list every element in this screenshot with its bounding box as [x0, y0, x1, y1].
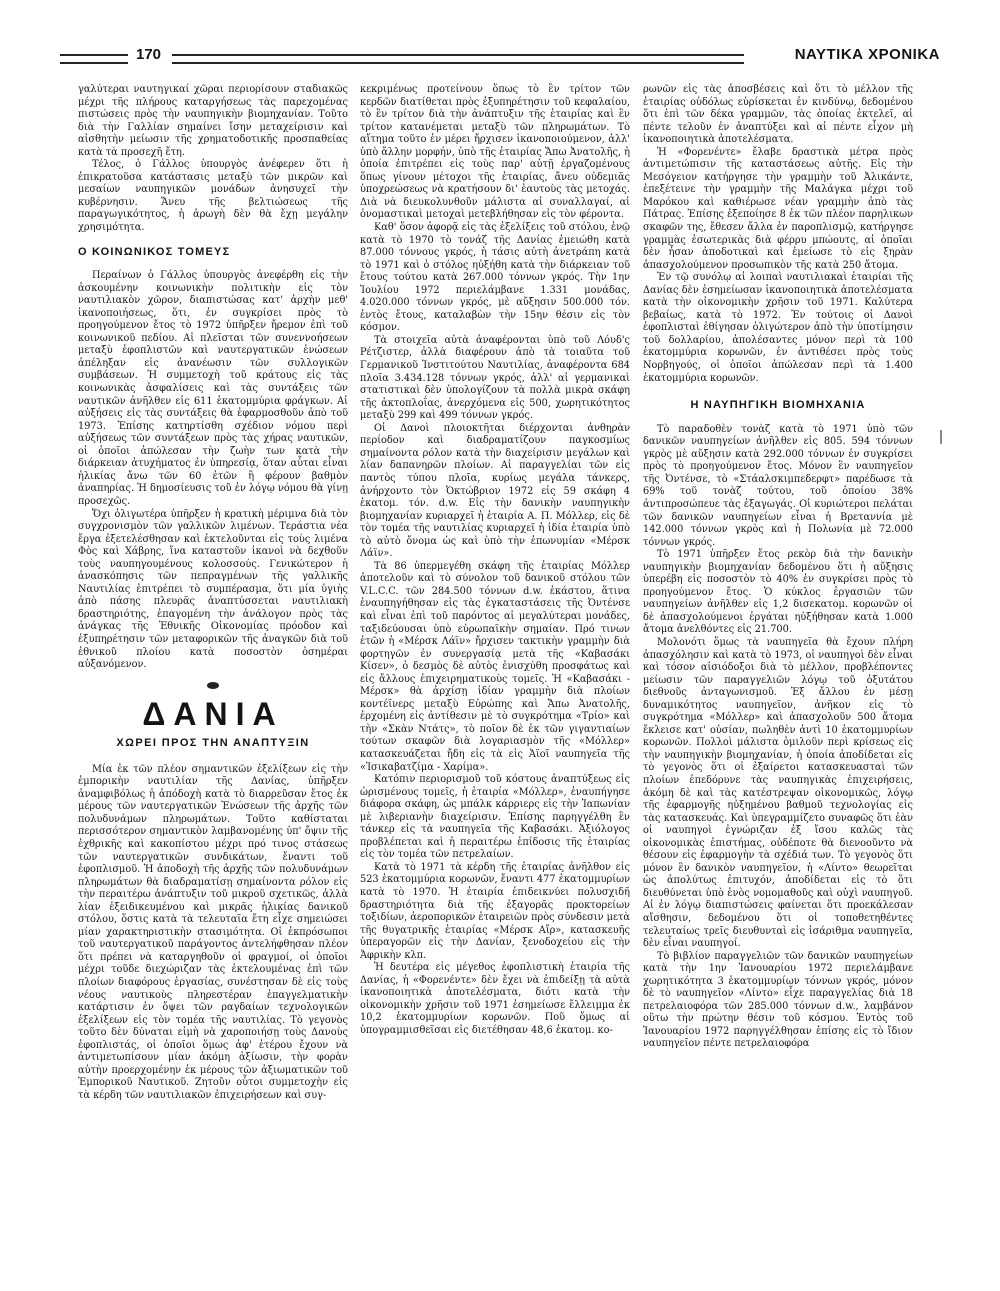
paragraph: Τὸ 1971 ὑπῆρξεν ἔτος ρεκὸρ διὰ τὴν δανικὴν ναυπηγικὴν βιομηχανίαν δεδομένου ὅτι ἡ αὔξησις ὑπερέβη εἰς ποσοστὸν τὸ 40% ἐν συγκρίσει πρὸς τὸ προηγούμενον ἔτος. Ὁ κύκλος ἐργασιῶν τῶν ναυπηγείων ἀνῆλθεν εἰς 1,2 δισεκατομ. κορωνῶν οἱ δὲ ἀπασχολούμενοι ἐργάται ηὐξήθησαν κατὰ 1.000 ἄτομα ἀνελθόντες εἰς 21.700.: [643, 549, 913, 636]
article-title: ΔΑΝΙΑ: [142, 696, 284, 733]
paragraph: Οἱ Δανοὶ πλοιοκτῆται διέρχονται ἀνθηρὰν περίοδον καὶ διαδραματίζουν παγκοσμίως σημαίνοντα ρόλον κατὰ τὴν διαχείρισιν μεγάλων καὶ λίαν δαπανηρῶν πλοίων. Αἱ παραγγελίαι τῶν εἰς παντὸς τύπου πλοῖα, κυρίως μεγάλα τάνκερς, ἀνήρχοντο τὸν Ὀκτώβριον 1972 εἰς 59 σκάφη 4 ἑκατομ. τόν. d.w. Εἰς τὴν δανικὴν ναυπηγικὴν βιομηχανίαν κυριαρχεῖ ἡ ἑταιρία Α. Π. Μόλλερ, εἰς δὲ τὸν τομέα τῆς ναυτιλίας κυριαρχεῖ ἡ ἰδία ἑταιρία ὑπὸ τὸ αὐτὸ ὄνομα ὡς καὶ ὑπὸ τὴν ἐπωνυμίαν «Μέρσκ Λάϊν».: [360, 422, 630, 560]
paragraph: Τὰ 86 ὑπερμεγέθη σκάφη τῆς ἑταιρίας Μόλλερ ἀποτελοῦν καὶ τὸ σύνολον τοῦ δανικοῦ στόλου τῶν V.L.C.C. τῶν 284.500 τόννων d.w. ἑκάστου, ἅτινα ἐναυπηγήθησαν εἰς τὰς ἐγκαταστάσεις τῆς Ὀντένσε καὶ εἶναι ἐπὶ τοῦ παρόντος αἱ μεγαλύτεραι μονάδες, ταξιδεύουσαι ὑπὸ εὐρωπαϊκὴν σημαίαν. Πρό τινων ἐτῶν ἡ «Μέρσκ Λάϊν» ἤρχισεν τακτικὴν γραμμὴν διὰ φορτηγῶν ἐν συνεργασίᾳ μετὰ τῆς «Καβασάκι Κίσεν», ὁ δεσμὸς δὲ αὐτὸς ἐνισχύθη προσφάτως καὶ εἰς ἄλλους ἐπιχειρηματικοὺς τομεῖς. Ἡ «Καβασάκι - Μέρσκ» θὰ ἀρχίσῃ ἰδίαν γραμμὴν διὰ πλοίων κοντέϊνερς μεταξὺ Εὐρώπης καὶ Ἄπω Ἀνατολῆς, ἐρχομένη εἰς ἀντίθεσιν μὲ τὸ συγκρότημα «Τρίο» καὶ τὴν «Σκὰν Ντάτς», τὸ ποῖον δὲ ἐκ τῶν γιγαντιαίων τούτων σκαφῶν διὰ λογαριασμὸν τῆς «Μόλλερ» κατασκευάζεται ἤδη εἰς τὰ εἰς Ἀϊοῖ ναυπηγεῖα τῆς «Ἰσικαβατζίμα - Χαρίμα».: [360, 560, 630, 773]
bullet-dot-icon: [207, 682, 219, 689]
section-heading-social: Ο ΚΟΙΝΩΝΙΚΟΣ ΤΟΜΕΥΣ: [78, 245, 231, 258]
paragraph: Ἐν τῷ συνόλῳ αἱ λοιπαὶ ναυτιλιακαὶ ἑταιρίαι τῆς Δανίας δὲν ἐσημείωσαν ἱκανοποιητικὰ ἀποτελέσματα κατὰ τὴν οἰκονομικὴν χρῆσιν τοῦ 1971. Καλύτερα βεβαίως, κατὰ τὸ 1972. Ἐν τούτοις οἱ Δανοὶ ἐφοπλισταὶ ἐθίγησαν ὀλιγώτερον ἀπὸ τὴν ὑποτίμησιν τοῦ δολλαρίου, ἀπολέσαντες μόνον περὶ τὰ 100 ἑκατομμύρια κορωνῶν, ἐν ἀντιθέσει πρὸς τοὺς Νορβηγούς, οἱ ὁποῖοι ἀπώλεσαν περὶ τὰ 1.400 ἑκατομμύρια κορωνῶν.: [643, 272, 913, 384]
paragraph: Κατόπιν περιορισμοῦ τοῦ κόστους ἀναπτύξεως εἰς ὡρισμένους τομεῖς, ἡ ἑταιρία «Μόλλερ», ἐναυπήγησε διάφορα σκάφη, ὡς μπάλκ κάρριερς εἰς τὴν Ἰαπωνίαν μὲ λιβεριανὴν διαχείρισιν. Ἐπίσης παρηγγέλθη ἓν τάνκερ εἰς τὰ ναυπηγεῖα τῆς Καβασάκι. Ἀξιόλογος προβλέπεται καὶ ἡ περαιτέρω ἐπίδοσις τῆς ἑταιρίας εἰς τὸν τομέα τῶν πετρελαίων.: [360, 774, 630, 861]
column-left: [78, 84, 348, 1102]
paragraph: Περαίνων ὁ Γάλλος ὑπουργὸς ἀνεφέρθη εἰς τὴν ἀσκουμένην κοινωνικὴν πολιτικὴν εἰς τὸν ναυτιλιακὸν χῶρον, διαπιστώσας κατ' ἀρχὴν μεθ' ἱκανοποιήσεως, ὅτι, ἐν συγκρίσει πρὸς τὸ προηγούμενον ἔτος τὸ 1972 ὑπῆρξεν ἤρεμον ἐπὶ τοῦ κοινωνικοῦ πεδίου. Αἱ πλεῖσται τῶν συνεννοήσεων μεταξὺ ἐφοπλιστῶν καὶ ναυτεργατικῶν ἑνώσεων ἀπέληξαν εἰς ἀνανέωσιν τῶν συλλογικῶν συμβάσεων. Ἡ συμμετοχὴ τοῦ κράτους εἰς τὰς κοινωνικὰς ἀσφαλίσεις καὶ τὰς συντάξεις τῶν ναυτικῶν ἀνῆλθεν εἰς 611 ἑκατομμύρια φράγκων. Αἱ αὐξήσεις εἰς τὰς συντάξεις θὰ ἐφαρμοσθοῦν ἀπὸ τοῦ 1973. Ἐπίσης κατηρτίσθη σχέδιον νόμου περὶ αὐξήσεως τῶν συντάξεων πρὸς τὰς χήρας ναυτικῶν, οἱ ὁποῖοι ἀπώλεσαν τὴν ζωὴν των κατὰ τὴν διάρκειαν ἀτυχήματος ἐν ὑπηρεσίᾳ, ὅταν αὗται εἶναι ἡλικίας ἄνω τῶν 60 ἐτῶν ἢ φέρουν βαθμὸν ἀναπηρίας. Ἡ δημοσίευσις τοῦ ἐν λόγῳ νόμου θὰ γίνῃ προσεχῶς.: [78, 270, 348, 507]
journal-title: ΝΑΥΤΙΚΑ ΧΡΟΝΙΚΑ: [794, 46, 940, 63]
paragraph: Κατὰ τὸ 1971 τὰ κέρδη τῆς ἑταιρίας ἀνῆλθον εἰς 523 ἑκατομμύρια κορωνῶν, ἔναντι 477 ἑκατομμυρίων κατὰ τὸ 1970. Ἡ ἑταιρία ἐπιδεικνύει πολυσχιδῆ δραστηριότητα διὰ τῆς ἐξαγορᾶς προκτορείων τοξιδίων, ἀεροπορικῶν ἑταιρειῶν πρὸς σύνδεσιν μετὰ τῆς θυγατρικῆς ἑταιρίας «Μέρσκ Αἴρ», κατασκευῆς ὑπεραγορῶν εἰς τὴν Δανίαν, ξενοδοχείου εἰς τὴν Ἀφρικὴν κλπ.: [360, 861, 630, 961]
article-subtitle: ΧΩΡΕΙ ΠΡΟΣ ΤΗΝ ΑΝΑΠΤΥΞΙΝ: [116, 737, 310, 750]
header-rule-left: [60, 54, 128, 64]
paragraph: Ἡ «Φορενέντε» ἔλαβε δραστικὰ μέτρα πρὸς ἀντιμετώπισιν τῆς καταστάσεως αὐτῆς. Εἰς τὴν Μεσόγειον κατήργησε τὴν γραμμὴν τοῦ Ἀλικάντε, ἐπεξέτεινε τὴν γραμμὴν τῆς Μαλάγκα μέχρι τοῦ Μαρόκου καὶ καθιέρωσε νέαν γραμμὴν ἀπὸ τὰς Πάτρας. Ἐπίσης ἐξεποίησε 8 ἐκ τῶν πλέον παρηλικων σκαφῶν της, ἔθεσεν ἄλλα ἐν παροπλισμῷ, κατήργησε γραμμὰς ἐσωτερικὰς διὰ φέρρυ μπώουτς, αἱ ὁποῖαι δὲν ἦσαν ἀποδοτικαὶ καὶ ἐμείωσε τὸ εἰς ξηρὰν ἀπασχολούμενον προσωπικὸν τῆς κατὰ 250 ἄτομα.: [643, 146, 913, 271]
article-title-block: [78, 682, 348, 734]
paragraph: Μολονότι ὅμως τὰ ναυπηγεῖα θὰ ἔχουν πλήρη ἀπασχόλησιν καὶ κατὰ τὸ 1973, οἱ ναυπηγοὶ δὲν εἶναι καὶ τόσον αἰσιόδοξοι διὰ τὸ μέλλον, προβλέποντες μείωσιν τῶν παραγγελιῶν λόγῳ τοῦ ὀξυτάτου διεθνοῦς ἀνταγωνισμοῦ. Ἐξ ἄλλου ἐν μέσῃ δυναμικότητος ναυπηγεῖον, ἀνῆκον εἰς τὸ συγκρότημα «Μόλλερ» καὶ ἀπασχολοῦν 500 ἄτομα ἔκλεισε κατ' οὐσίαν, πωληθὲν ἀντὶ 10 ἑκατομμυρίων κορωνῶν. Πολλοὶ μάλιστα ὁμιλοῦν περὶ κρίσεως εἰς τὴν ναυπηγικὴν βιομηχανίαν, ἡ ὁποία ἀποδίδεται εἰς τὸ γεγονὸς ὅτι οἱ ἐξαίρετοι κατασκευασταὶ τῶν πλοίων ἐπεδόρυνε τὰς ναυπηγικὰς ἐπιχειρήσεις, ἀκόμη δὲ καὶ τὰς κατέστρεψαν οἰκονομικῶς, λόγῳ τῆς ἐφαρμογῆς ηὐξημένου βαθμοῦ τεχνολογίας εἰς τὰς κατασκευάς. Καὶ ὑπεγραμμίζετο συναφῶς ὅτι ἐὰν οἱ ναυπηγοὶ ἐγνώριζαν ἐξ ἴσου καλῶς τὰς οἰκονομικὰς ἐπιστήμας, οὐδέποτε θὰ διενοοῦντο νὰ θέσουν εἰς ἐφαρμογὴν τὰ σχέδιά των. Τὸ γεγονὸς ὅτι μόνον ἓν δανικὸν ναυπηγεῖον, ἡ «Λίντο» θεωρεῖται ὡς ἀπολύτως ἐπιτυχόν, ἀποδίδεται εἰς τὸ ὅτι διευθύνεται ὑπὸ ἑνὸς νομομαθοῦς καὶ οὐχὶ ναυπηγοῦ. Αἱ ἐν λόγῳ διαπιστώσεις φαίνεται ὅτι προεκάλεσαν αἴσθησιν, δεδομένου ὅτι οἱ τοποθετηθέντες τελευταίως τρεῖς διευθυνταὶ εἰς ἰσάριθμα ναυπηγεῖα, δὲν εἶναι ναυπηγοί.: [643, 636, 913, 950]
paragraph: κεκριμένως προτείνουν ὅπως τὸ ἓν τρίτον τῶν κερδῶν διατίθεται πρὸς ἐξυπηρέτησιν τοῦ κεφαλαίου, τὸ ἓν τρίτον διὰ τὴν ἀνάπτυξιν τῆς ἑταιρίας καὶ ἓν τρίτον κατανέμεται μεταξὺ τῶν πληρωμάτων. Τὸ αἴτημα τοῦτο ἐν μέρει ἤρχισεν ἱκανοποιούμενον, ἀλλ' ὑπὸ ἄλλην μορφήν, ὑπὸ τῆς ἑταιρίας Ἄπω Ἀνατολῆς, ἡ ὁποία ἐπιτρέπει εἰς τοὺς παρ' αὐτῇ ἐργαζομένους ὅπως γίνουν μέτοχοι τῆς ἑταιρίας, ἄνευ οὐδεμιᾶς ὑποχρεώσεως νὰ κρατήσουν δι' ἑαυτοὺς τὰς μετοχάς. Διὰ νὰ διευκολυνθοῦν μάλιστα αἱ συναλλαγαί, αἱ ὀνομαστικαὶ μετοχαὶ μετεβλήθησαν εἰς τὸν φέροντα.: [360, 84, 630, 221]
paragraph: Ἡ δευτέρα εἰς μέγεθος ἐφοπλιστικὴ ἑταιρία τῆς Δανίας, ἡ «Φορενέντε» δὲν ἔχει νὰ ἐπιδείξῃ τὰ αὐτὰ ἱκανοποιητικὰ ἀποτελέσματα, διότι κατὰ τὴν οἰκονομικὴν χρῆσιν τοῦ 1971 ἐσημείωσε ἔλλειμμα ἐκ 10,2 ἑκατομμυρίων κορωνῶν. Ποῦ ὅμως αἱ ὑπογραμμισθεῖσαι εἰς διετέθησαν 48,6 ἑκατομ. κο-: [360, 962, 630, 1037]
paragraph: Τὸ βιβλίον παραγγελιῶν τῶν δανικῶν ναυπηγείων κατὰ τὴν 1ην Ἰανουαρίου 1972 περιελάμβανε χωρητικότητα 3 ἑκατομμυρίων τόννων γκρός, μόνον δὲ τὸ ναυπηγεῖον «Λίντο» εἶχε παραγγελίας διὰ 18 πετρελαιοφόρα τῶν 285.000 τόννων d.w., λαμβάνον οὕτω τὴν πρώτην θέσιν τοῦ κόσμου. Ἐντὸς τοῦ Ἰανουαρίου 1972 παρηγγέλθησαν ἐπίσης εἰς τὸ ἴδιον ναυπηγεῖον πέντε πετρελαιοφόρα: [643, 950, 913, 1050]
column-middle: [360, 84, 630, 1038]
paragraph: Τὰ στοιχεῖα αὐτὰ ἀναφέρονται ὑπὸ τοῦ Λόυδ'ς Ρέτζιστερ, ἀλλὰ διαφέρουν ἀπὸ τὰ τοιαῦτα τοῦ Γερμανικοῦ Ἰνστιτούτου Ναυτιλίας, ἀναφέροντα 684 πλοῖα 3.434.128 τόννων γκρός, ἀλλ' αἱ γερμανικαὶ στατιστικαὶ δὲν ὑπολογίζουν τὰ πολλὰ μικρὰ σκάφη τῆς ἀκτοπλοΐας, ἀνερχόμενα εἰς 500, χωρητικότητος μεταξὺ 299 καὶ 499 τόννων γκρός.: [360, 334, 630, 422]
page-header: [60, 46, 940, 74]
header-rule-middle: [172, 54, 744, 64]
paragraph: Τὸ παραδοθὲν τονὰζ κατὰ τὸ 1971 ὑπὸ τῶν δανικῶν ναυπηγείων ἀνῆλθεν εἰς 805. 594 τόννων γκρὸς μὲ αὔξησιν κατὰ 292.000 τόννων ἐν συγκρίσει πρὸς τὸ προηγούμενον ἔτος. Μόνον ἓν ναυπηγεῖον τῆς Ὀντένσε, τὸ «Στάαλσκιμπεδερφτ» παρέδωσε τὰ 69% τοῦ τονὰζ τούτου, τοῦ ὁποίου 38% ἀντιπροσώπευε τὰς ἐξαγωγάς. Οἱ κυριώτεροι πελάται τῶν δανικῶν ναυπηγείων εἶναι ἡ Βρεταννία μὲ 142.000 τόννων γκρὸς καὶ ἡ Πολωνία μὲ 72.000 τόννων γκρός.: [643, 423, 913, 548]
paragraph: Μία ἐκ τῶν πλέον σημαντικῶν ἐξελίξεων εἰς τὴν ἐμπορικὴν ναυτιλίαν τῆς Δανίας, ὑπῆρξεν ἀναμφιβόλως ἡ ἀπόδοχὴ κατὰ τὸ διαρρεῦσαν ἔτος ἐκ μέρους τῶν ναυτεργατικῶν Ἑνώσεων τῆς ἀρχῆς τῶν πολυδυνάμων πληρωμάτων. Τοῦτο καθίσταται περισσότερον σημαντικὸν λαμβανομένης ὑπ' ὄψιν τῆς ἐχθρικῆς καὶ κακοπίστου μέχρι πρό τινος στάσεως τῶν ναυτεργατικῶν συνδικάτων, ἔναντι τοῦ ἐφοπλισμοῦ. Ἡ ἀποδοχὴ τῆς ἀρχῆς τῶν πολυδυνάμων πληρωμάτων θὰ διαδραματίσῃ σημαίνοντα ρόλον εἰς τὴν περαιτέρω ἀνάπτυξιν τοῦ μικροῦ σχετικῶς, ἀλλὰ λίαν ἐξειδικευμένου καὶ μικρᾶς ἡλικίας δανικοῦ στόλου, ὅστις κατὰ τὰ τελευταῖα ἔτη εἶχε σημειώσει μίαν χαρακτηριστικὴν στασιμότητα. Οἱ ἐκπρόσωποι τοῦ ναυτεργατικοῦ παράγοντος ἀντελήφθησαν πλέον ὅτι πρέπει νὰ καταργηθοῦν οἱ φραγμοί, οἱ ὁποῖοι μέχρι τοῦδε διεχώριζαν τὰς ἐκτελουμένας ἐπὶ τῶν πλοίων διαφόρους ἐργασίας, συνέστησαν δὲ εἰς τοὺς νέους ναυτικοὺς πληρεστέραν ἐπαγγελματικὴν κατάρτισιν ἐν ὄψει τῶν ραγδαίων τεχνολογικῶν ἐξελίξεων εἰς τὸν τομέα τῆς ναυτιλίας. Τὸ γεγονὸς τοῦτο δὲν δύναται εἰμὴ νὰ χαροποιήσῃ τοὺς Δανοὺς ἐφοπλιστάς, οἱ ὁποῖοι ὅμως ἀφ' ἑτέρου ἔχουν νὰ ἀντιμετωπίσουν μίαν ἀκόμη ἀξίωσιν, τὴν φορὰν αὐτὴν προερχομένην ἐκ μέρους τῶν ἀξιωματικῶν τοῦ Ἐμπορικοῦ Ναυτικοῦ. Ζητοῦν οὗτοι συμμετοχὴν εἰς τὰ κέρδη τῶν ναυτιλιακῶν ἐπιχειρήσεων καὶ συγ-: [78, 763, 348, 1101]
paragraph: ρωνῶν εἰς τὰς ἀποσβέσεις καὶ ὅτι τὸ μέλλον τῆς ἑταιρίας οὐδόλως εὑρίσκεται ἐν κινδύνῳ, δεδομένου ὅτι ἐπὶ τῶν δέκα γραμμῶν, τὰς ὁποίας ἐκτελεῖ, αἱ πέντε τελοῦν ἐν ἀναπτύξει καὶ αἱ πέντε εἶχον μὴ ἱκανοποιητικὰ ἀποτελέσματα.: [643, 84, 913, 146]
paragraph: γαλύτεραι ναυτηγικαί χῶραι περιορίσουν σταδιακῶς μέχρι τῆς πλήρους καταργήσεως τὰς παρεχομένας πιστώσεις πρὸς τὴν ναυπηγικὴν βιομηχανίαν. Τοῦτο διὰ τὴν Γαλλίαν σημαίνει ἴσην μεταχείρισιν καὶ αἰσθητὴν μείωσιν τῆς χρηματοδοτικῆς προσπαθείας κατὰ τὰ προσεχῆ ἔτη.: [78, 84, 348, 158]
paragraph: Ὄχι ὀλιγωτέρα ὑπῆρξεν ἡ κρατικὴ μέριμνα διὰ τὸν συγχρονισμὸν τῶν γαλλικῶν λιμένων. Τεράστια νέα ἔργα ἐξετελέσθησαν καὶ ἐκτελοῦνται εἰς τοὺς λιμένα Φὸς καὶ Χάβρης, ἵνα καταστοῦν ἱκανοὶ νὰ δεχθοῦν τοὺς ναυπηγουμένους κολοσσούς. Γενικώτερον ἡ ἀνασκόπησις τῶν πεπραγμένων τῆς γαλλικῆς Ναυτιλίας ἐπιτρέπει τὸ συμπέρασμα, ὅτι μία ὑγιὴς ἀπὸ πάσης πλευρᾶς ἀναπτύσσεται ναυτιλιακὴ δραστηριότης, ἐπαγομένη τὴν ἀνάλογον πρὸς τὰς ἀνάγκας τῆς Ἐθνικῆς Οἰκονομίας πρόοδον καὶ ἐξυπηρέτησιν τῶν μεταφορικῶν τῆς ἀναγκῶν διὰ τοῦ ἐθνικοῦ πλοίου κατὰ ποσοστὸν ὁσημέραι αὐξανόμενον.: [78, 508, 348, 671]
section-heading-shipbuilding: Η ΝΑΥΠΗΓΙΚΗ ΒΙΟΜΗΧΑΝΙΑ: [690, 399, 866, 412]
paragraph: Τέλος, ὁ Γάλλος ὑπουργὸς ἀνέφερεν ὅτι ἡ ἐπικρατοῦσα κατάστασις μεταξὺ τῶν μικρῶν καὶ μεσαίων ναυπηγικῶν μονάδων ἀνησυχεῖ τὴν κυβέρνησιν. Ἄνευ τῆς βελτιώσεως τῆς παραγωγικότητος, ἡ ἀρωγὴ δὲν θὰ ἔχῃ μεγάλην χρησιμότητα.: [78, 159, 348, 234]
scan-mark: [940, 430, 942, 444]
paragraph: Καθ' ὅσον ἀφορᾷ εἰς τὰς ἐξελίξεις τοῦ στόλου, ἐνῷ κατὰ τὸ 1970 τὸ τονάζ τῆς Δανίας ἐμειώθη κατὰ 87.000 τόννους γκρός, ἡ τάσις αὐτὴ ἀνετράπη κατὰ τὸ 1971 καὶ ὁ στόλος ηὐξήθη κατὰ τὴν διάρκειαν τοῦ ἔτους τούτου κατὰ 267.000 τόννων γκρός. Τὴν 1ην Ἰουλίου 1972 περιελάμβανε 1.331 μονάδας, 4.020.000 τόννων γκρός, μὲ αὔξησιν 500.000 τόν. ἐντὸς ἔτους, καταλαβὼν τὴν 15ην θέσιν εἰς τὸν κόσμον.: [360, 222, 630, 334]
page-number: 170: [136, 46, 162, 63]
column-right: [643, 84, 913, 1051]
